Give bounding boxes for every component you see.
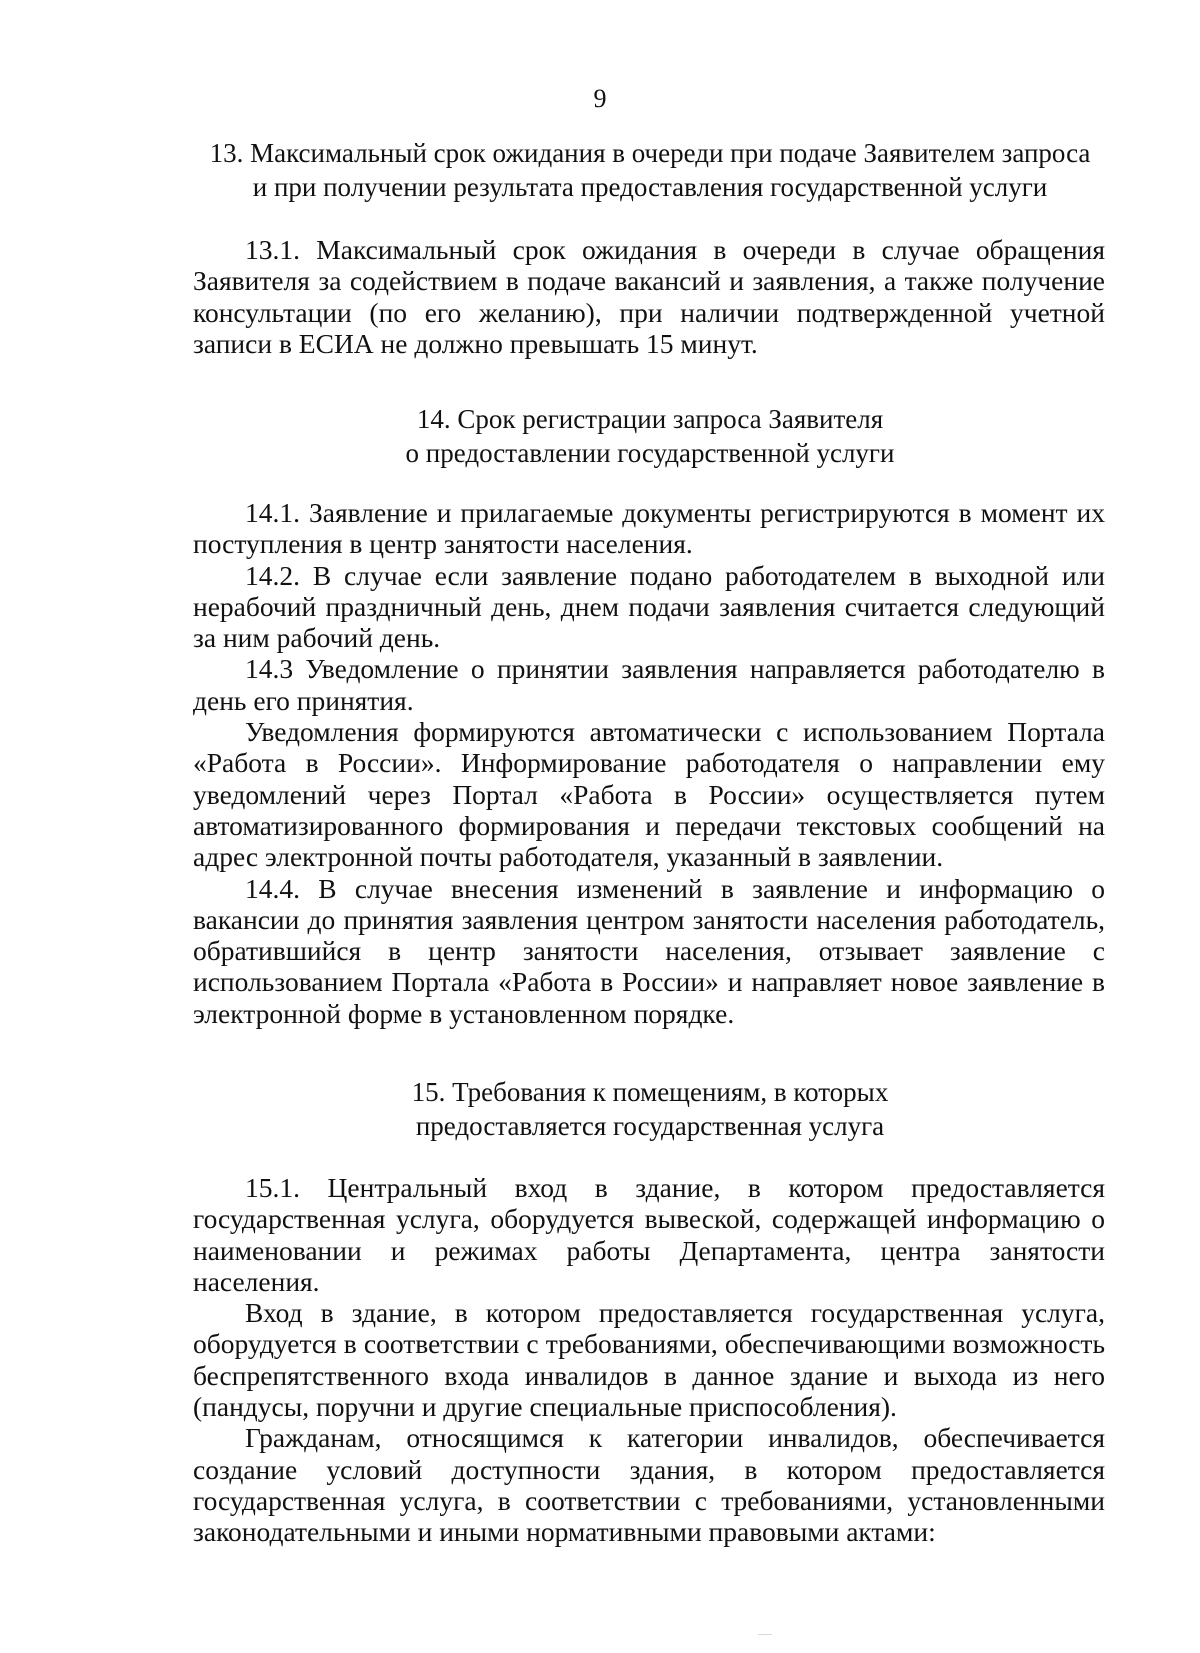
page-number: 9 — [593, 84, 607, 113]
section-14-heading — [190, 402, 1110, 470]
section-14-body — [193, 497, 1105, 1029]
section-15-body — [193, 1172, 1105, 1548]
scan-artifact — [758, 1634, 772, 1635]
heading-line: о предоставлении государственной услуги — [405, 438, 895, 468]
paragraph-13-1: 13.1. Максимальный срок ожидания в очереди в случае обращения Заявителя за содействием в подаче вакансий и заявления, а также получение консультации (по его желанию), при наличии подтвержденной учетной записи в ЕСИА не должно превышать 15 минут. — [193, 234, 1105, 359]
paragraph-notifications: Уведомления формируются автоматически с использованием Портала «Работа в России». Информирование работодателя о направлении ему уведомлений через Портал «Работа в России» осуществляется путем автоматизированного формирования и передачи текстовых сообщений на адрес электронной почты работодателя, указанный в заявлении. — [193, 716, 1105, 873]
section-13-body — [193, 234, 1105, 359]
section-15-heading — [190, 1075, 1110, 1143]
paragraph-14-1: 14.1. Заявление и прилагаемые документы регистрируются в момент их поступления в центр занятости населения. — [193, 497, 1105, 560]
paragraph-14-2: 14.2. В случае если заявление подано работодателем в выходной или нерабочий праздничный день, днем подачи заявления считается следующий за ним рабочий день. — [193, 559, 1105, 654]
heading-line: предоставляется государственная услуга — [415, 1111, 885, 1141]
paragraph-14-4: 14.4. В случае внесения изменений в заявление и информацию о вакансии до принятия заявления центром занятости населения работодатель, обратившийся в центр занятости населения, отзывает заявление с использованием Портала «Работа в России» и направляет новое заявление в электронной форме в установленном порядке. — [193, 872, 1105, 1029]
paragraph-15-1: 15.1. Центральный вход в здание, в котором предоставляется государственная услуга, оборудуется вывеской, содержащей информацию о наименовании и режимах работы Департамента, центра занятости населения. — [193, 1172, 1105, 1297]
section-13-heading — [190, 136, 1110, 204]
paragraph-accessibility: Гражданам, относящимся к категории инвалидов, обеспечивается создание условий доступности здания, в котором предоставляется государственная услуга, в соответствии с требованиями, установленными законодательными и иными нормативными правовыми актами: — [193, 1422, 1105, 1548]
heading-line: 13. Максимальный срок ожидания в очереди при подаче Заявителем запроса — [209, 138, 1091, 168]
paragraph-entrance: Вход в здание, в котором предоставляется государственная услуга, оборудуется в соответствии с требованиями, обеспечивающими возможность беспрепятственного входа инвалидов в данное здание и выхода из него (пандусы, поручни и другие специальные приспособления). — [193, 1297, 1105, 1423]
heading-line: и при получении результата предоставления государственной услуги — [252, 172, 1048, 202]
paragraph-14-3: 14.3 Уведомление о принятии заявления направляется работодателю в день его принятия. — [193, 653, 1105, 716]
heading-line: 15. Требования к помещениям, в которых — [411, 1077, 889, 1107]
heading-line: 14. Срок регистрации запроса Заявителя — [416, 404, 884, 434]
